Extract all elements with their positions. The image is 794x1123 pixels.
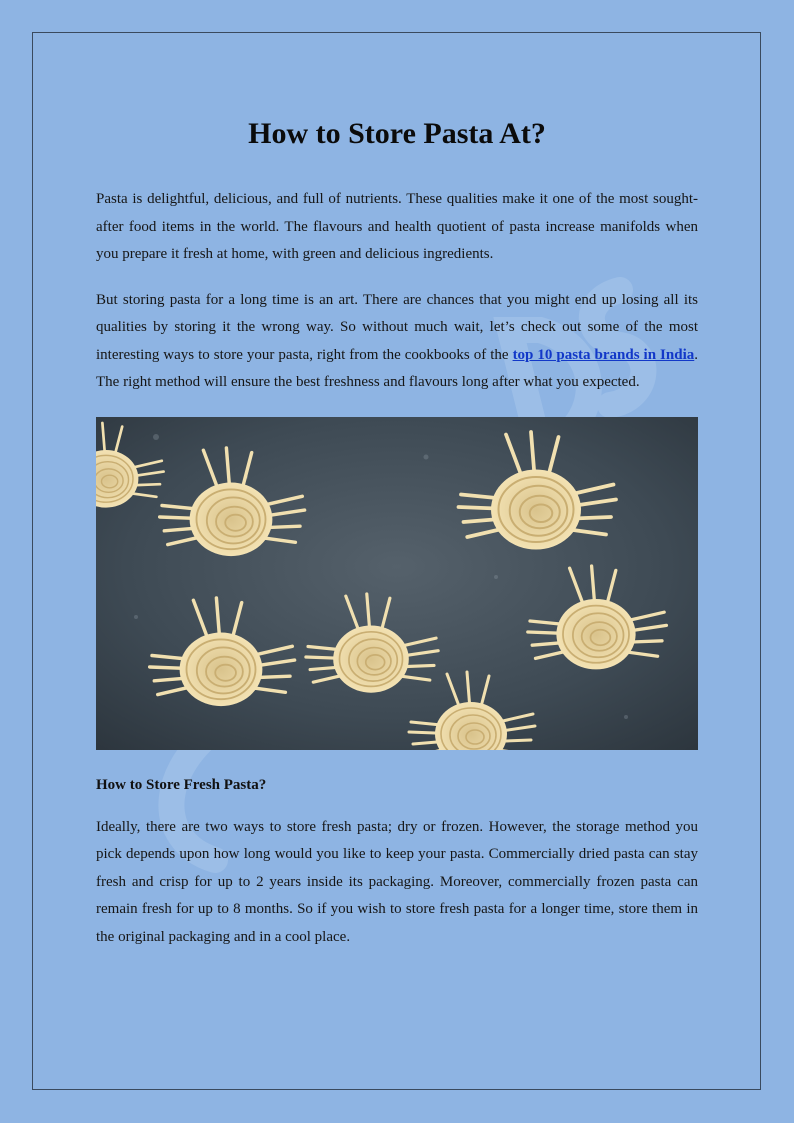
storing-text-before: But storing pasta for a long time is an art. There are chances that you might end up losing all its qualities by storing it the wrong way. So without much wait, let’s check out some of the most interesting ways to store your pasta, right from the cookbooks of the bbox=[96, 291, 698, 363]
storing-paragraph bbox=[96, 287, 698, 397]
pasta-photo bbox=[96, 417, 698, 750]
section-heading: How to Store Fresh Pasta? bbox=[96, 776, 267, 793]
intro-paragraph: Pasta is delightful, delicious, and full of nutrients. These qualities make it one of the most sought-after food items in the world. The flavours and health quotient of pasta increase manifolds when you prepare it fresh at home, with green and delicious ingredients. bbox=[96, 191, 698, 262]
fresh-pasta-paragraph: Ideally, there are two ways to store fresh pasta; dry or frozen. However, the storage method you pick depends upon how long would you like to keep your pasta. Commercially dried pasta can stay fresh and crisp for up to 2 years inside its packaging. Moreover, commercially frozen pasta can remain fresh for up to 8 months. So if you wish to store fresh pasta for a longer time, store them in the original packaging and in a cool place. bbox=[96, 818, 698, 945]
storing-text-after: . The right method will ensure the best freshness and flavours long after what you expected. bbox=[96, 346, 699, 390]
article bbox=[96, 100, 698, 951]
pasta-brands-link[interactable]: top 10 pasta brands in India bbox=[512, 346, 695, 363]
page-title: How to Store Pasta At? bbox=[248, 117, 546, 150]
